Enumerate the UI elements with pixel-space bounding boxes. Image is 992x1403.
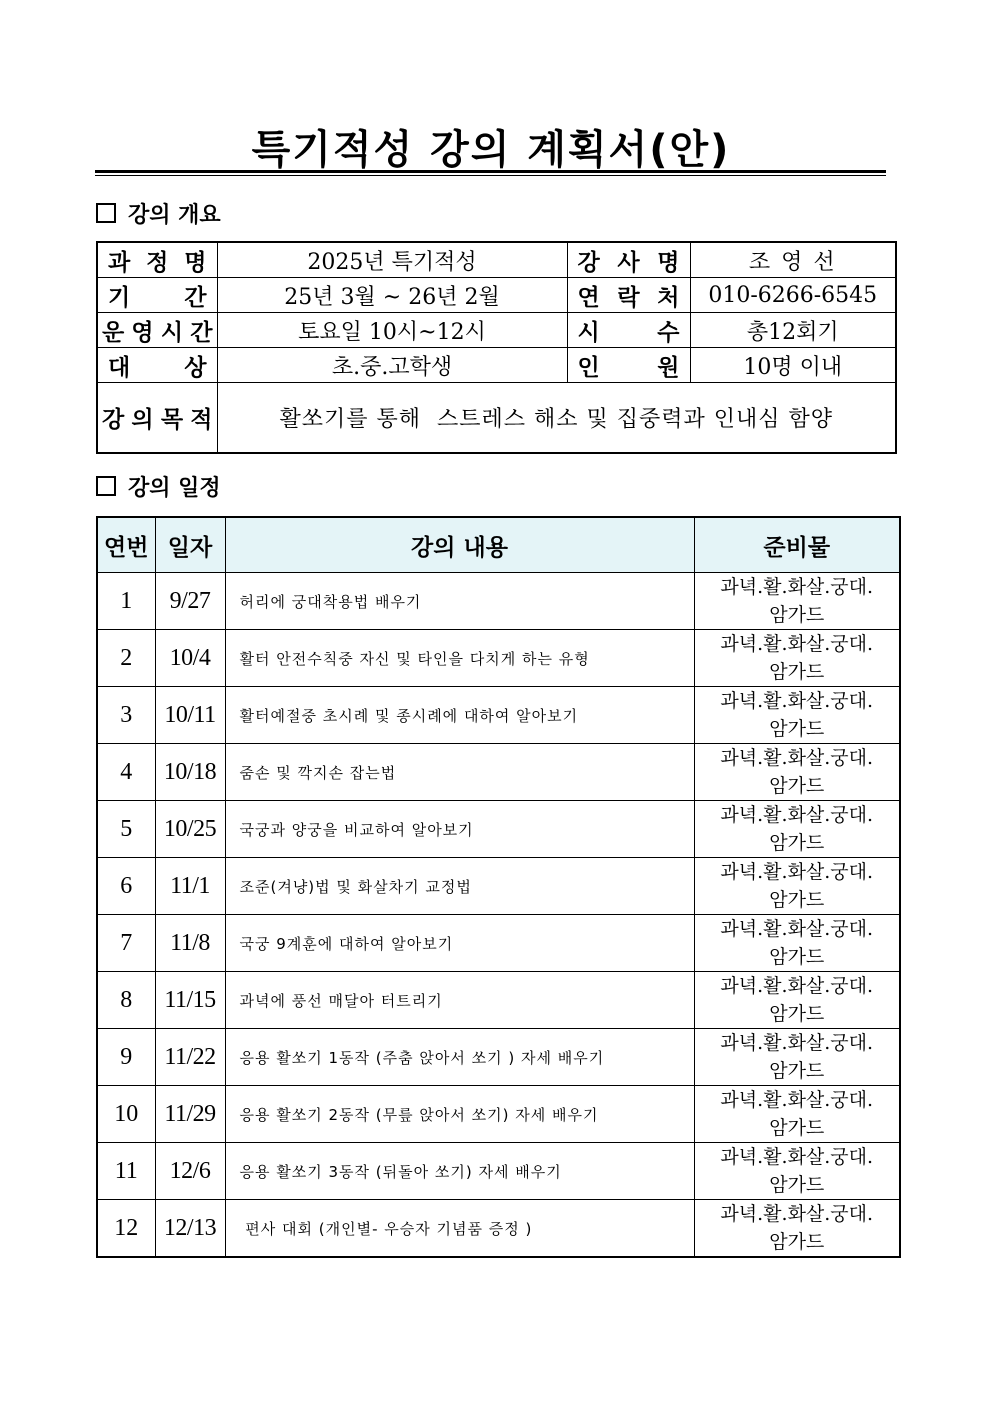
row-supplies [694,915,900,972]
target-label [97,348,217,383]
section-heading-schedule [96,473,221,499]
supplies-line: 암가드 [769,718,825,740]
row-date: 12/6 [155,1143,225,1200]
supplies-line: 과녁.활.화살.궁대. [720,1146,874,1168]
period-value: 25년 3월 ~ 26년 2월 [217,278,567,313]
purpose-value: 활쏘기를 통해 스트레스 해소 및 집중력과 인내심 함양 [217,383,896,454]
label-char: 간 [190,319,213,346]
label-char: 의 [131,407,154,433]
row-content: 응용 활쏘기 3동작 (뒤돌아 쏘기) 자세 배우기 [225,1143,694,1200]
table-row [97,858,900,915]
row-supplies [694,630,900,687]
table-row [97,1143,900,1200]
label-char: 명 [184,249,207,276]
label-char: 시 [160,319,184,346]
title-underline-thick [95,170,886,173]
supplies-line: 암가드 [769,1003,825,1025]
supplies-line: 과녁.활.화살.궁대. [720,576,874,598]
row-content: 줌손 및 깍지손 잡는법 [225,744,694,801]
row-date: 10/11 [155,687,225,744]
label-char: 정 [146,249,169,276]
checkbox-icon [96,476,116,496]
capacity-label [567,348,690,383]
row-supplies [694,744,900,801]
row-supplies [694,801,900,858]
label-char: 시 [577,319,600,346]
supplies-line: 암가드 [769,661,825,683]
label-text [98,314,217,347]
row-content: 과녁에 풍선 매달아 터트리기 [225,972,694,1029]
header-date: 일자 [155,517,225,573]
row-number: 3 [97,687,155,744]
label-char: 상 [184,354,207,381]
label-char: 명 [657,249,680,276]
supplies-line: 암가드 [769,1117,825,1139]
table-row [97,687,900,744]
supplies-line: 암가드 [769,1174,825,1196]
label-text [98,279,217,312]
row-number: 4 [97,744,155,801]
capacity-value: 10명 이내 [690,348,896,383]
row-content: 응용 활쏘기 1동작 (주춤 앉아서 쏘기 ) 자세 배우기 [225,1029,694,1086]
header-content: 강의 내용 [225,517,694,573]
label-text [568,314,690,347]
contact-label [567,278,690,313]
row-content: 활터예절중 초시례 및 종시례에 대하여 알아보기 [225,687,694,744]
label-char: 연 [577,284,600,311]
header-supplies: 준비물 [694,517,900,573]
table-row [97,1086,900,1143]
label-text [568,244,690,277]
table-row [97,744,900,801]
label-char: 강 [577,249,600,276]
row-number: 6 [97,858,155,915]
table-row [97,915,900,972]
document-title: 특기적성 강의 계획서(안) [251,127,731,173]
overview-row [97,278,896,313]
row-supplies [694,573,900,630]
row-number: 5 [97,801,155,858]
row-content: 응용 활쏘기 2동작 (무릎 앉아서 쏘기) 자세 배우기 [225,1086,694,1143]
hours-value: 토요일 10시~12시 [217,313,567,348]
row-content: 허리에 궁대착용법 배우기 [225,573,694,630]
overview-table [96,241,897,454]
table-row [97,972,900,1029]
row-content: 편사 대회 (개인별- 우승자 기념품 증정 ) [225,1200,694,1258]
label-char: 간 [184,284,207,311]
table-row [97,1029,900,1086]
label-char: 수 [657,319,680,346]
supplies-line: 암가드 [769,946,825,968]
row-content: 국궁과 양궁을 비교하여 알아보기 [225,801,694,858]
label-text [98,401,217,434]
label-char: 영 [131,319,154,346]
supplies-line: 과녁.활.화살.궁대. [720,1203,874,1225]
row-supplies [694,1029,900,1086]
label-char: 운 [102,319,125,346]
supplies-line: 암가드 [769,1060,825,1082]
section-heading-label: 강의 개요 [128,202,221,228]
row-number: 1 [97,573,155,630]
table-row [97,573,900,630]
schedule-header-row [97,517,900,573]
label-char: 인 [577,354,600,381]
supplies-line: 암가드 [769,1231,825,1253]
supplies-line: 암가드 [769,889,825,911]
instructor-label [567,242,690,278]
supplies-line: 과녁.활.화살.궁대. [720,861,874,883]
overview-row [97,348,896,383]
row-content: 국궁 9계훈에 대하여 알아보기 [225,915,694,972]
row-supplies [694,972,900,1029]
label-char: 처 [657,284,680,311]
supplies-line: 암가드 [769,604,825,626]
instructor-value: 조 영 선 [690,242,896,278]
row-date: 10/25 [155,801,225,858]
row-date: 11/1 [155,858,225,915]
row-date: 11/29 [155,1086,225,1143]
row-date: 10/18 [155,744,225,801]
row-number: 7 [97,915,155,972]
supplies-line: 과녁.활.화살.궁대. [720,804,874,826]
supplies-line: 과녁.활.화살.궁대. [720,690,874,712]
label-char: 강 [102,407,125,433]
label-char: 락 [617,284,640,311]
checkbox-icon [96,203,116,223]
schedule-table [96,516,901,1258]
target-value: 초.중.고학생 [217,348,567,383]
row-number: 12 [97,1200,155,1258]
label-char: 목 [160,407,184,433]
section-heading-label: 강의 일정 [128,475,221,501]
label-char: 과 [108,249,131,276]
section-heading-overview [96,200,221,226]
row-supplies [694,687,900,744]
row-number: 2 [97,630,155,687]
row-date: 11/15 [155,972,225,1029]
label-char: 대 [108,354,131,381]
label-text [98,349,217,382]
supplies-line: 과녁.활.화살.궁대. [720,633,874,655]
label-char: 기 [108,284,131,311]
supplies-line: 암가드 [769,832,825,854]
supplies-line: 암가드 [769,775,825,797]
hours-label [97,313,217,348]
row-supplies [694,1200,900,1258]
row-number: 11 [97,1143,155,1200]
contact-value: 010-6266-6545 [690,278,896,313]
row-content: 활터 안전수칙중 자신 및 타인을 다치게 하는 유형 [225,630,694,687]
label-char: 사 [617,249,640,276]
row-date: 11/22 [155,1029,225,1086]
label-char: 적 [190,407,213,433]
row-supplies [694,1143,900,1200]
sessions-value: 총12회기 [690,313,896,348]
row-content: 조준(겨냥)법 및 화살차기 교정법 [225,858,694,915]
row-date: 9/27 [155,573,225,630]
title-underline-thin [95,175,886,176]
supplies-line: 과녁.활.화살.궁대. [720,747,874,769]
course-label [97,242,217,278]
supplies-line: 과녁.활.화살.궁대. [720,918,874,940]
row-supplies [694,858,900,915]
row-number: 8 [97,972,155,1029]
purpose-label [97,383,217,454]
course-value: 2025년 특기적성 [217,242,567,278]
row-number: 9 [97,1029,155,1086]
supplies-line: 과녁.활.화살.궁대. [720,1089,874,1111]
supplies-line: 과녁.활.화살.궁대. [720,1032,874,1054]
table-row [97,630,900,687]
overview-row [97,242,896,278]
row-supplies [694,1086,900,1143]
table-row [97,801,900,858]
row-date: 11/8 [155,915,225,972]
label-text [568,279,690,312]
row-date: 12/13 [155,1200,225,1258]
sessions-label [567,313,690,348]
row-number: 10 [97,1086,155,1143]
overview-row [97,383,896,454]
label-char: 원 [657,354,680,381]
label-text [98,244,217,277]
period-label [97,278,217,313]
supplies-line: 과녁.활.화살.궁대. [720,975,874,997]
header-no: 연번 [97,517,155,573]
table-row [97,1200,900,1258]
label-text [568,349,690,382]
row-date: 10/4 [155,630,225,687]
overview-row [97,313,896,348]
